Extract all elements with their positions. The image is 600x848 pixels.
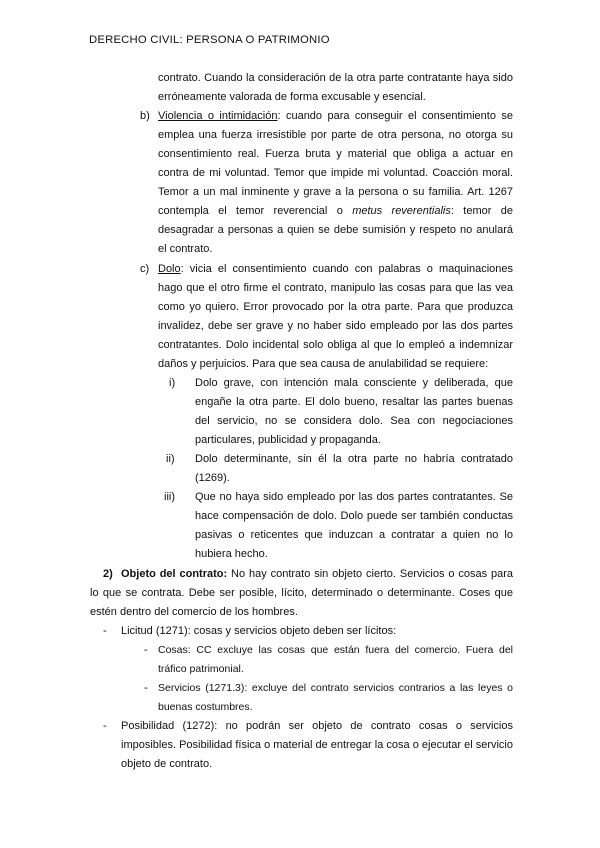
page-header: DERECHO CIVIL: PERSONA O PATRIMONIO: [89, 34, 330, 46]
roman-ii-marker: ii): [166, 453, 175, 465]
item-b-term: Violencia o intimidación: [158, 110, 278, 122]
licitud-bullet: -: [103, 625, 107, 637]
cosas-text: Cosas: CC excluye las cosas que están fuera del comercio. Fuera del tráfico patrimonial.: [158, 644, 513, 675]
roman-i-marker: i): [169, 377, 176, 389]
item-b-marker: b): [140, 110, 150, 122]
item-c-marker: c): [140, 263, 150, 275]
item-c-text: : vicia el consentimiento cuando con palabras o maquinaciones hago que el otro firme el contrato, manipulo las cosas para que las vea como yo quiero. Error provocado por la otra parte. Para que produzca invalidez, debe ser grave y no haber sido empleado por las dos partes contratantes. Dolo incidental solo obliga al que lo empleó a indemnizar daños y perjuicios. Para que sea causa de anulabilidad se requiere:: [158, 263, 513, 370]
roman-iii-marker: iii): [164, 491, 175, 503]
roman-ii-text: Dolo determinante, sin él la otra parte no habría contratado (1269).: [195, 453, 513, 484]
servicios-bullet: -: [144, 682, 148, 694]
section-2-marker: 2): [103, 568, 113, 580]
posibilidad-text: Posibilidad (1272): no podrán ser objeto de contrato cosas o servicios imposibles. Posibilidad física o material de entregar la cosa o ejecutar el servicio objeto de contrato.: [121, 720, 513, 770]
item-c-paragraph: [158, 260, 513, 374]
section-2-term: Objeto del contrato:: [121, 568, 228, 580]
item-b-text: : cuando para conseguir el consentimiento se emplea una fuerza irresistible por parte de otra persona, no otorga su consentimiento real. Fuerza bruta y material que obliga a actuar en contra de mi voluntad. Temor que impide mi voluntad. Coacción moral. Temor a un mal inminente y grave a la persona o su familia. Art. 1267 contempla el temor reverencial o: [158, 110, 513, 217]
section-2-paragraph: [90, 565, 513, 622]
roman-iii-text: Que no haya sido empleado por las dos partes contratantes. Se hace compensación de dolo. Dolo puede ser también conductas pasivas o reticentes que induzcan a contratar a quien no lo hubiera hecho.: [195, 491, 513, 560]
licitud-text: Licitud (1271): cosas y servicios objeto deben ser lícitos:: [121, 625, 397, 637]
item-b-italic: metus reverentialis: [352, 205, 451, 217]
posibilidad-bullet: -: [103, 720, 107, 732]
item-b-text-2: : temor de desagradar a personas a quien se debe sumisión y respeto no anulará el contrato.: [158, 205, 513, 255]
servicios-text: Servicios (1271.3): excluye del contrato servicios contrarios a las leyes o buenas costumbres.: [158, 682, 513, 713]
roman-i-text: Dolo grave, con intención mala consciente y deliberada, que engañe la otra parte. El dolo bueno, resaltar las partes buenas del servicio, no se considera dolo. Sea con negociaciones particulares, publicidad y propaganda.: [195, 377, 513, 446]
item-c-term: Dolo: [158, 263, 181, 275]
item-b-paragraph: [158, 107, 513, 259]
section-2-text: No hay contrato sin objeto cierto. Servicios o cosas para lo que se contrata. Debe ser posible, lícito, determinado o determinante. Coses que estén dentro del comercio de los hombres.: [90, 568, 513, 618]
intro-paragraph: contrato. Cuando la consideración de la otra parte contratante haya sido erróneamente valorada de forma excusable y esencial.: [158, 72, 513, 103]
cosas-bullet: -: [144, 644, 148, 656]
